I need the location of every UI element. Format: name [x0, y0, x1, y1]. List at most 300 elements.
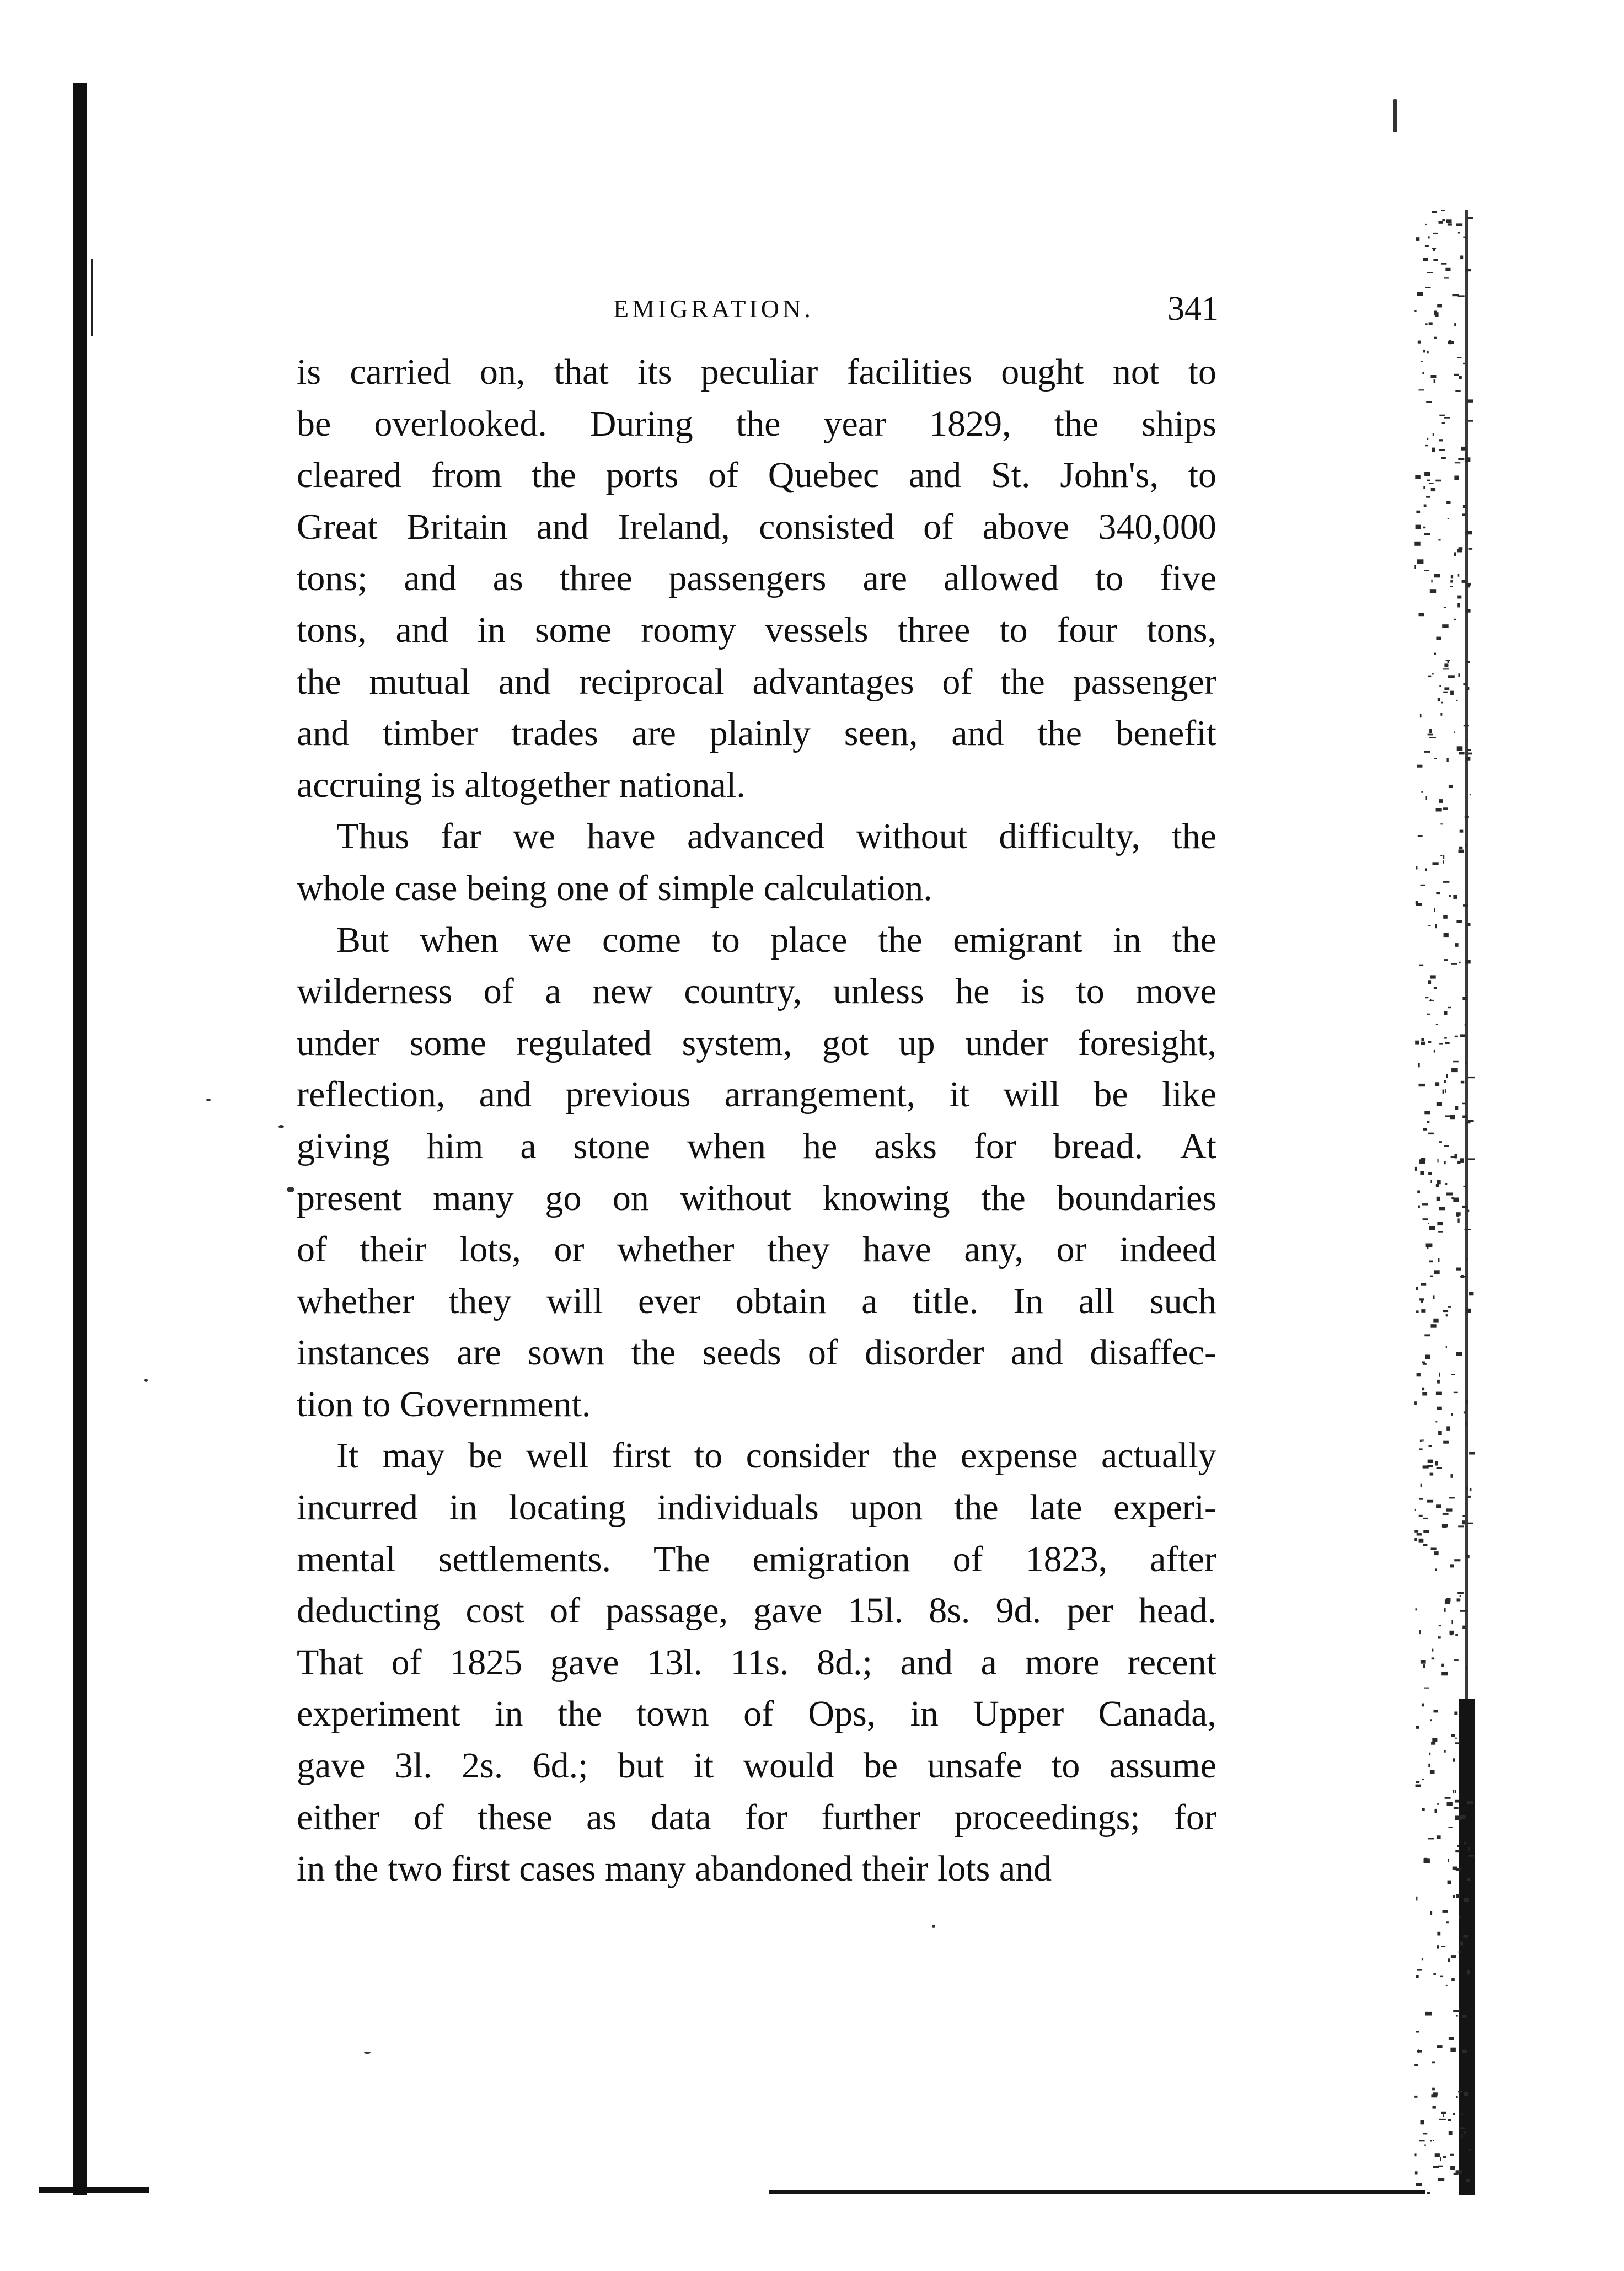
word: a: [545, 971, 561, 1012]
edge-speck: [1415, 2153, 1417, 2156]
edge-speck: [1423, 2133, 1428, 2134]
edge-speck: [1458, 232, 1460, 234]
word: During: [589, 403, 693, 444]
edge-speck: [1457, 1218, 1459, 1223]
word: its: [637, 352, 672, 392]
edge-speck: [1414, 565, 1416, 569]
word: the: [557, 1694, 602, 1734]
edge-speck: [1428, 676, 1432, 678]
edge-speck: [1469, 1452, 1475, 1455]
word: the: [953, 1487, 999, 1528]
edge-speck: [1448, 675, 1455, 678]
word: 9d.: [995, 1590, 1042, 1631]
edge-speck: [1432, 2062, 1435, 2064]
edge-speck: [1456, 920, 1462, 923]
edge-speck: [1439, 1373, 1440, 1377]
word: proceedings;: [954, 1797, 1140, 1838]
edge-speck: [1449, 340, 1451, 344]
word: and: [404, 558, 457, 599]
word: consisted: [759, 506, 894, 547]
edge-speck: [1423, 1518, 1428, 1519]
edge-speck: [1434, 1050, 1435, 1053]
word: any,: [964, 1229, 1023, 1270]
word: under: [297, 1022, 380, 1063]
edge-speck: [1421, 1283, 1426, 1286]
text-line: [297, 449, 1216, 501]
edge-speck: [1462, 580, 1466, 583]
edge-speck: [1465, 457, 1470, 462]
edge-speck: [1436, 892, 1440, 894]
word: Ireland,: [618, 506, 730, 547]
edge-speck: [1446, 1314, 1448, 1316]
edge-speck: [1462, 1206, 1468, 1208]
text-line: [297, 501, 1216, 553]
edge-speck: [1455, 1106, 1458, 1110]
edge-speck: [1444, 663, 1448, 667]
edge-speck: [1416, 1975, 1419, 1978]
word: overlooked.: [374, 403, 547, 444]
edge-speck: [1453, 895, 1457, 899]
edge-speck: [1441, 2112, 1446, 2114]
edge-speck: [1425, 868, 1427, 871]
edge-speck: [1420, 714, 1422, 718]
text-line: [297, 398, 1216, 450]
edge-speck: [1442, 422, 1445, 424]
edge-speck: [1467, 1878, 1470, 1881]
edge-speck: [1438, 1159, 1439, 1163]
word: and: [900, 1642, 953, 1683]
word: of: [942, 661, 973, 702]
word: disorder: [865, 1332, 984, 1373]
edge-speck: [1462, 1116, 1467, 1118]
word: some: [409, 1022, 487, 1063]
word: such: [1149, 1281, 1216, 1321]
word: wilderness: [297, 971, 453, 1012]
edge-speck: [1455, 1742, 1460, 1744]
edge-speck: [1467, 1970, 1470, 1975]
text-line: accruing is altogether national.: [297, 764, 746, 805]
edge-speck: [1421, 1038, 1424, 1041]
edge-speck: [1461, 1275, 1464, 1278]
edge-speck: [1430, 975, 1435, 978]
edge-speck: [1457, 1598, 1461, 1601]
edge-speck: [1458, 1525, 1464, 1527]
word: advantages: [752, 661, 914, 702]
word: disaffec-: [1090, 1332, 1216, 1373]
edge-speck: [1447, 758, 1449, 762]
edge-speck: [1448, 1827, 1452, 1828]
edge-speck: [1422, 1439, 1423, 1441]
edge-speck: [1421, 1158, 1425, 1161]
word: experiment: [297, 1694, 460, 1734]
edge-speck: [1428, 1041, 1431, 1043]
edge-speck: [1464, 1411, 1466, 1413]
word: of: [923, 506, 954, 547]
edge-speck: [1448, 1859, 1449, 1862]
edge-speck: [1450, 2166, 1455, 2170]
edge-speck: [1450, 586, 1453, 587]
edge-speck: [1466, 730, 1468, 731]
edge-speck: [1454, 1712, 1457, 1715]
word: or: [1056, 1229, 1087, 1270]
word: are: [631, 713, 676, 754]
edge-speck: [1428, 925, 1430, 926]
ink-speck: [278, 1125, 284, 1128]
edge-speck: [1445, 1183, 1447, 1186]
edge-speck: [1416, 1785, 1421, 1787]
edge-speck: [1456, 700, 1458, 701]
word: of: [708, 455, 739, 496]
word: move: [1135, 971, 1216, 1012]
word: of: [391, 1642, 422, 1683]
word: that: [554, 352, 609, 392]
word: 11s.: [730, 1642, 789, 1683]
word: But: [336, 919, 389, 960]
edge-speck: [1419, 1498, 1423, 1500]
edge-speck: [1434, 379, 1436, 383]
edge-speck: [1427, 438, 1428, 440]
edge-speck: [1416, 511, 1420, 513]
word: after: [1150, 1539, 1216, 1579]
word: The: [653, 1539, 710, 1579]
edge-speck: [1437, 1932, 1440, 1936]
edge-speck: [1441, 702, 1443, 704]
edge-speck: [1437, 1467, 1442, 1469]
word: for: [973, 1126, 1016, 1166]
edge-speck: [1439, 221, 1443, 224]
word: giving: [297, 1126, 390, 1166]
edge-speck: [1416, 237, 1419, 241]
word: be: [863, 1745, 898, 1786]
edge-speck: [1464, 725, 1469, 726]
edge-speck: [1427, 351, 1429, 353]
edge-speck: [1451, 1474, 1453, 1478]
edge-speck: [1455, 943, 1458, 947]
edge-speck: [1432, 1649, 1433, 1652]
word: four: [1057, 609, 1118, 650]
edge-speck: [1455, 1634, 1458, 1636]
edge-speck: [1456, 1268, 1461, 1271]
edge-speck: [1434, 908, 1435, 912]
word: on: [612, 1177, 649, 1218]
word: have: [862, 1229, 931, 1270]
edge-speck: [1435, 1461, 1438, 1466]
edge-speck: [1444, 1750, 1445, 1753]
edge-speck: [1465, 1422, 1467, 1426]
edge-speck: [1459, 376, 1462, 379]
edge-speck: [1443, 860, 1444, 864]
word: experi-: [1113, 1487, 1216, 1528]
edge-speck: [1436, 1504, 1441, 1508]
edge-speck: [1434, 337, 1437, 339]
word: per: [1066, 1590, 1113, 1631]
edge-speck: [1433, 259, 1438, 261]
word: upon: [850, 1487, 923, 1528]
edge-speck: [1423, 258, 1428, 261]
word: to: [711, 919, 740, 960]
edge-speck: [1454, 552, 1456, 556]
word: and: [536, 506, 589, 547]
edge-speck: [1422, 1958, 1423, 1960]
word: he: [955, 971, 990, 1012]
edge-speck: [1455, 1738, 1457, 1739]
binding-edge-foot: [39, 2187, 149, 2193]
edge-speck: [1436, 808, 1442, 811]
edge-speck: [1446, 1985, 1448, 1986]
word: unless: [833, 971, 924, 1012]
edge-speck: [1465, 816, 1469, 818]
word: many: [433, 1177, 514, 1218]
text-line: [297, 1637, 1216, 1689]
word: 13l.: [647, 1642, 703, 1683]
edge-speck: [1419, 389, 1424, 390]
word: to: [1076, 971, 1105, 1012]
edge-speck: [1456, 2096, 1458, 2098]
edge-speck: [1459, 1951, 1461, 1953]
edge-speck: [1429, 483, 1434, 484]
edge-speck: [1427, 1465, 1433, 1467]
edge-speck: [1437, 1102, 1442, 1106]
edge-speck: [1422, 1392, 1427, 1395]
edge-speck: [1466, 1400, 1468, 1404]
edge-speck: [1456, 1894, 1460, 1898]
word: place: [770, 919, 848, 960]
edge-speck: [1443, 2114, 1444, 2117]
edge-speck: [1443, 1090, 1444, 1094]
edge-speck: [1425, 445, 1428, 446]
text-line: [297, 604, 1216, 656]
edge-speck: [1433, 2106, 1436, 2109]
edge-speck: [1428, 980, 1431, 984]
edge-speck: [1423, 1544, 1428, 1546]
edge-speck: [1449, 2037, 1454, 2040]
word: plainly: [709, 713, 811, 754]
word: we: [529, 919, 572, 960]
word: Britain: [406, 506, 508, 547]
edge-speck: [1454, 732, 1455, 733]
damaged-right-edge: [1403, 210, 1475, 2195]
edge-speck: [1437, 304, 1442, 308]
edge-speck: [1417, 1969, 1422, 1970]
edge-speck: [1467, 749, 1471, 751]
edge-speck: [1451, 1374, 1455, 1375]
edge-speck: [1445, 1042, 1450, 1044]
edge-speck: [1418, 1206, 1420, 1208]
word: the: [297, 661, 341, 702]
word: to: [1095, 558, 1124, 599]
edge-speck: [1417, 292, 1423, 296]
edge-speck: [1466, 757, 1470, 761]
word: have: [587, 816, 656, 857]
edge-speck: [1457, 596, 1461, 599]
edge-speck: [1444, 277, 1449, 278]
word: emigrant: [953, 919, 1082, 960]
edge-speck: [1434, 1710, 1438, 1712]
edge-speck: [1433, 2140, 1434, 2141]
word: from: [431, 455, 502, 496]
edge-speck: [1437, 1180, 1441, 1185]
edge-speck: [1453, 1061, 1459, 1063]
edge-speck: [1416, 525, 1421, 529]
edge-speck: [1446, 1508, 1452, 1511]
edge-speck: [1439, 799, 1443, 803]
text-line: [297, 1688, 1216, 1740]
edge-speck: [1419, 1515, 1423, 1517]
word: regulated: [516, 1022, 652, 1063]
edge-speck: [1465, 844, 1467, 847]
edge-speck: [1467, 687, 1469, 690]
edge-speck: [1468, 1077, 1475, 1078]
edge-speck: [1446, 1426, 1450, 1431]
edge-speck: [1463, 683, 1467, 685]
word: the: [1172, 919, 1216, 960]
edge-speck: [1430, 1276, 1433, 1277]
edge-speck: [1420, 1171, 1424, 1175]
edge-speck: [1429, 729, 1432, 733]
edge-speck: [1453, 1758, 1455, 1761]
edge-speck: [1453, 1895, 1455, 1898]
edge-speck: [1448, 660, 1449, 663]
edge-speck: [1468, 2150, 1471, 2151]
edge-speck: [1466, 1487, 1468, 1490]
edge-speck: [1451, 1955, 1456, 1958]
word: 8d.;: [817, 1642, 872, 1683]
edge-speck: [1422, 1388, 1425, 1391]
edge-speck: [1465, 505, 1467, 507]
edge-speck: [1424, 533, 1430, 535]
edge-speck: [1439, 1207, 1445, 1210]
edge-speck: [1448, 1306, 1451, 1308]
edge-speck: [1440, 855, 1442, 856]
edge-speck: [1442, 219, 1445, 222]
word: of: [807, 1332, 838, 1373]
edge-speck: [1445, 1797, 1451, 1799]
edge-speck: [1433, 249, 1435, 251]
word: At: [1180, 1126, 1216, 1166]
edge-speck: [1457, 1161, 1460, 1164]
edge-speck: [1440, 713, 1442, 716]
word: sown: [528, 1332, 605, 1373]
text-line: [297, 1121, 1216, 1172]
word: in: [477, 609, 506, 650]
edge-speck: [1444, 1608, 1446, 1612]
ink-speck: [287, 1187, 294, 1192]
word: gave: [753, 1590, 822, 1631]
word: asks: [874, 1126, 937, 1166]
word: in: [495, 1694, 523, 1734]
word: far: [441, 816, 481, 857]
edge-speck: [1456, 2015, 1457, 2017]
word: first: [612, 1436, 671, 1476]
edge-speck: [1444, 1145, 1449, 1147]
edge-speck: [1456, 223, 1462, 226]
word: and: [297, 713, 350, 754]
edge-speck: [1466, 1258, 1468, 1260]
edge-speck: [1459, 752, 1465, 754]
word: go: [545, 1177, 582, 1218]
edge-speck: [1446, 1193, 1453, 1196]
edge-speck: [1467, 1523, 1473, 1524]
edge-speck: [1431, 1742, 1435, 1745]
edge-speck: [1463, 1935, 1468, 1938]
word: 3l.: [394, 1745, 432, 1786]
text-line: [297, 1327, 1216, 1379]
text-line: [297, 1069, 1216, 1121]
edge-speck: [1467, 1801, 1473, 1804]
word: John's,: [1060, 455, 1159, 496]
word: well: [526, 1436, 589, 1476]
word: It: [336, 1436, 359, 1476]
edge-speck: [1451, 1734, 1455, 1737]
edge-speck: [1435, 1082, 1439, 1086]
edge-speck: [1421, 1309, 1425, 1313]
word: benefit: [1115, 713, 1216, 754]
word: the: [878, 919, 923, 960]
word: as: [586, 1797, 617, 1838]
edge-speck: [1415, 1041, 1419, 1045]
edge-speck: [1449, 895, 1451, 897]
edge-speck: [1443, 1310, 1449, 1312]
edge-speck: [1451, 1620, 1453, 1624]
edge-speck: [1419, 2140, 1424, 2141]
word: seeds: [702, 1332, 781, 1373]
word: more: [1025, 1642, 1100, 1683]
word: passage,: [605, 1590, 728, 1631]
edge-speck: [1453, 1790, 1454, 1793]
edge-speck: [1443, 692, 1448, 693]
edge-speck: [1444, 933, 1449, 937]
edge-speck: [1450, 580, 1453, 583]
edge-speck: [1450, 1631, 1454, 1635]
edge-speck: [1448, 1881, 1451, 1884]
edge-speck: [1434, 574, 1440, 577]
edge-speck: [1421, 2120, 1424, 2124]
edge-speck: [1470, 794, 1471, 795]
edge-speck: [1437, 2045, 1442, 2048]
edge-speck: [1438, 1258, 1439, 1262]
edge-speck: [1434, 1270, 1440, 1274]
edge-speck: [1427, 1500, 1433, 1503]
word: the: [631, 1332, 676, 1373]
edge-speck: [1425, 245, 1429, 247]
word: boundaries: [1057, 1177, 1216, 1218]
edge-speck: [1434, 653, 1436, 655]
edge-speck: [1445, 268, 1450, 271]
edge-speck: [1441, 210, 1445, 211]
edge-speck: [1425, 997, 1428, 998]
edge-speck: [1423, 527, 1425, 528]
edge-speck: [1416, 1897, 1417, 1901]
word: In: [1013, 1281, 1044, 1321]
edge-speck: [1421, 361, 1423, 362]
edge-speck: [1430, 1180, 1432, 1183]
word: trades: [511, 713, 598, 754]
word: to: [1188, 352, 1216, 392]
edge-speck: [1466, 1667, 1467, 1670]
word: country,: [684, 971, 802, 1012]
edge-speck: [1451, 575, 1453, 578]
edge-speck: [1428, 1460, 1433, 1463]
word: 1829,: [929, 403, 1011, 444]
edge-speck: [1462, 2134, 1463, 2138]
edge-speck: [1417, 1533, 1422, 1535]
edge-speck: [1437, 1407, 1442, 1410]
word: roomy: [641, 609, 736, 650]
edge-speck: [1457, 357, 1462, 358]
word: up: [898, 1022, 935, 1063]
edge-speck: [1423, 1218, 1428, 1220]
edge-speck: [1458, 574, 1460, 577]
